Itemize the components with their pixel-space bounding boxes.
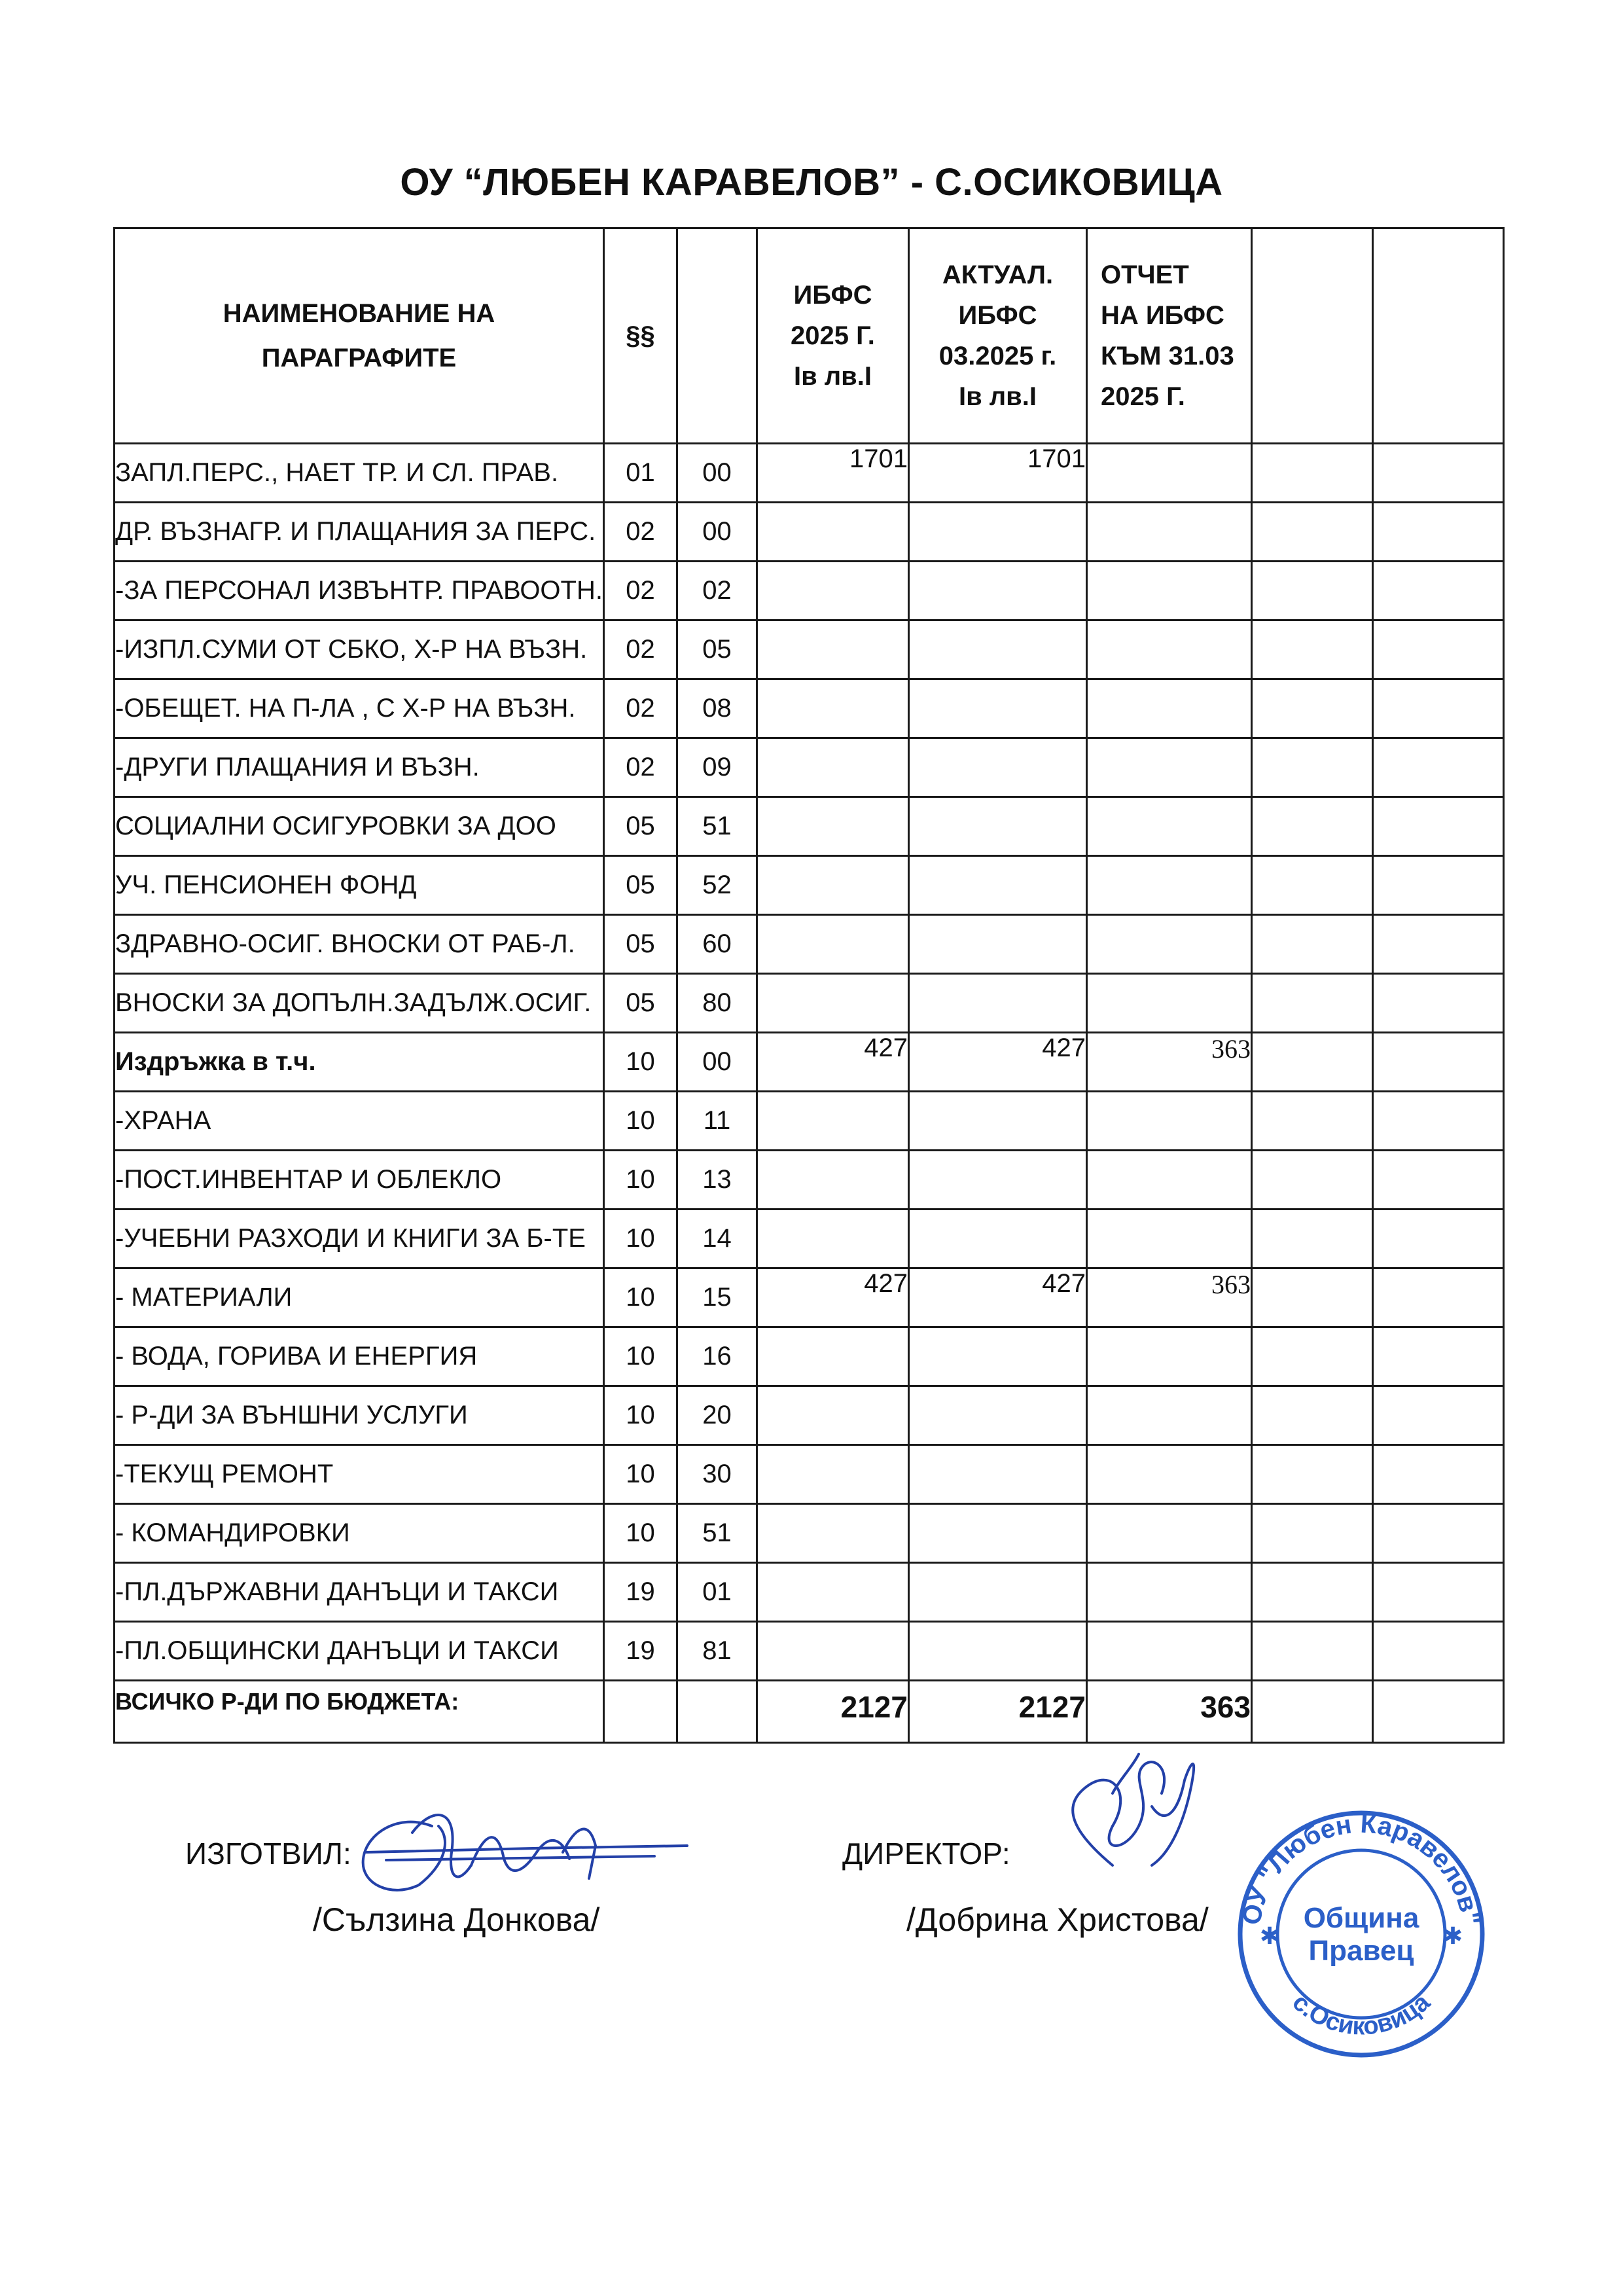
row-section: 02 <box>603 738 677 797</box>
header-actual-line4: Iв лв.I <box>958 382 1037 411</box>
row-report: 363 <box>1086 1033 1251 1092</box>
prepared-by-name: /Сълзина Донкова/ <box>313 1901 600 1938</box>
row-plan: 427 <box>757 1268 908 1327</box>
row-subsection: 09 <box>677 738 757 797</box>
row-name: -ХРАНА <box>115 1092 604 1151</box>
row-section: 01 <box>603 444 677 503</box>
row-actual: 427 <box>908 1033 1086 1092</box>
row-subsection: 00 <box>677 503 757 562</box>
svg-text:с.Осиковица <box>1287 1988 1436 2041</box>
row-subsection: 00 <box>677 1033 757 1092</box>
row-subsection: 51 <box>677 797 757 856</box>
header-name-line2: ПАРАГРАФИТЕ <box>261 344 457 372</box>
row-actual: 1701 <box>908 444 1086 503</box>
row-name: ВНОСКИ ЗА ДОПЪЛН.ЗАДЪЛЖ.ОСИГ. <box>115 974 604 1033</box>
row-name: -ОБЕЩЕТ. НА П-ЛА , С Х-Р НА ВЪЗН. <box>115 679 604 738</box>
header-actual-line3: 03.2025 г. <box>938 342 1057 370</box>
row-section: 10 <box>603 1386 677 1445</box>
row-name: -ЗА ПЕРСОНАЛ ИЗВЪНТР. ПРАВООТН. <box>115 562 604 620</box>
row-name: СОЦИАЛНИ ОСИГУРОВКИ ЗА ДОО <box>115 797 604 856</box>
row-section: 10 <box>603 1327 677 1386</box>
row-section: 10 <box>603 1268 677 1327</box>
document-title: ОУ “ЛЮБЕН КАРАВЕЛОВ” - С.ОСИКОВИЦА <box>400 161 1223 204</box>
row-name: ДР. ВЪЗНАГР. И ПЛАЩАНИЯ ЗА ПЕРС. <box>115 503 604 562</box>
director-signature <box>1073 1754 1194 1865</box>
stamp-inner-line2: Правец <box>1308 1935 1414 1967</box>
row-report: 363 <box>1086 1268 1251 1327</box>
row-name: УЧ. ПЕНСИОНЕН ФОНД <box>115 856 604 915</box>
row-subsection: 13 <box>677 1151 757 1210</box>
row-section: 19 <box>603 1563 677 1622</box>
header-section: §§ <box>603 228 677 444</box>
row-actual: 427 <box>908 1268 1086 1327</box>
row-section: 10 <box>603 1445 677 1504</box>
total-actual: 2127 <box>908 1681 1086 1743</box>
row-subsection: 60 <box>677 915 757 974</box>
header-name-line1: НАИМЕНОВАНИЕ НА <box>223 299 495 328</box>
row-subsection: 15 <box>677 1268 757 1327</box>
row-name: -ДРУГИ ПЛАЩАНИЯ И ВЪЗН. <box>115 738 604 797</box>
header-plan-line1: ИБФС <box>793 281 872 310</box>
header-report-line4: 2025 Г. <box>1100 382 1185 411</box>
row-section: 02 <box>603 679 677 738</box>
stamp-star-left-icon: ✱ <box>1259 1923 1280 1950</box>
row-name: Издръжка в т.ч. <box>115 1033 604 1092</box>
row-name: - ВОДА, ГОРИВА И ЕНЕРГИЯ <box>115 1327 604 1386</box>
header-actual-line1: АКТУАЛ. <box>942 260 1054 289</box>
row-subsection: 11 <box>677 1092 757 1151</box>
row-plan: 1701 <box>757 444 908 503</box>
row-subsection: 01 <box>677 1563 757 1622</box>
header-report-line1: ОТЧЕТ <box>1100 260 1189 289</box>
row-section: 05 <box>603 974 677 1033</box>
row-section: 02 <box>603 562 677 620</box>
school-stamp <box>1237 1810 1485 2055</box>
row-subsection: 02 <box>677 562 757 620</box>
row-section: 02 <box>603 620 677 679</box>
row-name: -УЧЕБНИ РАЗХОДИ И КНИГИ ЗА Б-ТЕ <box>115 1210 604 1268</box>
row-subsection: 00 <box>677 444 757 503</box>
row-subsection: 14 <box>677 1210 757 1268</box>
director-name: /Добрина Христова/ <box>906 1901 1209 1938</box>
row-name: -ИЗПЛ.СУМИ ОТ СБКО, Х-Р НА ВЪЗН. <box>115 620 604 679</box>
row-subsection: 51 <box>677 1504 757 1563</box>
row-subsection: 16 <box>677 1327 757 1386</box>
total-label: ВСИЧКО Р-ДИ ПО БЮДЖЕТА: <box>115 1681 604 1743</box>
stamp-bottom-text: с.Осиковица <box>1287 1988 1436 2041</box>
stamp-outer-text: ОУ "Любен Каравелов" <box>1237 1809 1486 1928</box>
row-name: -ПОСТ.ИНВЕНТАР И ОБЛЕКЛО <box>115 1151 604 1210</box>
row-section: 02 <box>603 503 677 562</box>
row-plan: 427 <box>757 1033 908 1092</box>
row-section: 19 <box>603 1622 677 1681</box>
header-report-line2: НА ИБФС <box>1100 301 1224 330</box>
row-name: -ПЛ.ДЪРЖАВНИ ДАНЪЦИ И ТАКСИ <box>115 1563 604 1622</box>
row-section: 10 <box>603 1092 677 1151</box>
header-actual-line2: ИБФС <box>958 301 1037 330</box>
row-subsection: 20 <box>677 1386 757 1445</box>
row-name: -ТЕКУЩ РЕМОНТ <box>115 1445 604 1504</box>
row-section: 10 <box>603 1151 677 1210</box>
header-plan-line2: 2025 Г. <box>791 321 875 350</box>
row-subsection: 80 <box>677 974 757 1033</box>
total-plan: 2127 <box>757 1681 908 1743</box>
row-section: 05 <box>603 797 677 856</box>
row-subsection: 05 <box>677 620 757 679</box>
row-name: - МАТЕРИАЛИ <box>115 1268 604 1327</box>
header-plan-line3: Iв лв.I <box>793 362 872 391</box>
total-report: 363 <box>1086 1681 1251 1743</box>
row-section: 10 <box>603 1210 677 1268</box>
row-section: 10 <box>603 1504 677 1563</box>
prepared-by-label: ИЗГОТВИЛ: <box>185 1837 351 1871</box>
row-section: 05 <box>603 915 677 974</box>
row-section: 05 <box>603 856 677 915</box>
row-name: -ПЛ.ОБЩИНСКИ ДАНЪЦИ И ТАКСИ <box>115 1622 604 1681</box>
row-subsection: 52 <box>677 856 757 915</box>
stamp-inner-line1: Община <box>1303 1902 1419 1934</box>
row-section: 10 <box>603 1033 677 1092</box>
prepared-signature <box>363 1815 687 1890</box>
row-name: - КОМАНДИРОВКИ <box>115 1504 604 1563</box>
row-subsection: 08 <box>677 679 757 738</box>
director-label: ДИРЕКТОР: <box>842 1837 1010 1871</box>
row-name: ЗДРАВНО-ОСИГ. ВНОСКИ ОТ РАБ-Л. <box>115 915 604 974</box>
row-name: - Р-ДИ ЗА ВЪНШНИ УСЛУГИ <box>115 1386 604 1445</box>
header-report-line3: КЪМ 31.03 <box>1100 342 1234 370</box>
row-subsection: 81 <box>677 1622 757 1681</box>
row-subsection: 30 <box>677 1445 757 1504</box>
row-name: ЗАПЛ.ПЕРС., НАЕТ ТР. И СЛ. ПРАВ. <box>115 444 604 503</box>
stamp-star-right-icon: ✱ <box>1442 1923 1463 1950</box>
